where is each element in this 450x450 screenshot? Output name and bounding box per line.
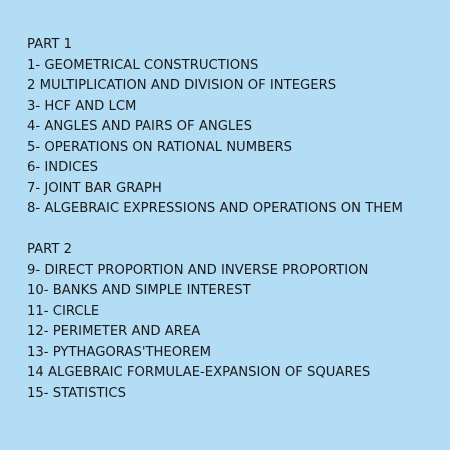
list-item: 2 MULTIPLICATION AND DIVISION OF INTEGERS <box>27 78 337 93</box>
list-item: 7- JOINT BAR GRAPH <box>27 180 162 196</box>
list-item: 12- PERIMETER AND AREA <box>27 324 201 339</box>
list-item: 15- STATISTICS <box>27 385 126 401</box>
list-item: 4- ANGLES AND PAIRS OF ANGLES <box>27 119 252 134</box>
part-1-title: PART 1 <box>27 37 72 52</box>
list-item: 5- OPERATIONS ON RATIONAL NUMBERS <box>27 139 293 155</box>
list-item: 8- ALGEBRAIC EXPRESSIONS AND OPERATIONS ON THEM <box>27 201 403 216</box>
list-item: 6- INDICES <box>27 160 99 175</box>
list-item: 3- HCF AND LCM <box>27 98 137 114</box>
part-2-title: PART 2 <box>27 242 72 257</box>
part-2-list <box>27 261 450 405</box>
part-1-list <box>27 56 450 220</box>
part-1-section <box>27 35 450 220</box>
part-2-section <box>27 240 450 404</box>
list-item: 11- CIRCLE <box>27 303 100 319</box>
list-item: 9- DIRECT PROPORTION AND INVERSE PROPORTION <box>27 262 369 278</box>
list-item: 10- BANKS AND SIMPLE INTEREST <box>27 283 251 298</box>
list-item: 13- PYTHAGORAS'THEOREM <box>27 344 212 360</box>
list-item: 1- GEOMETRICAL CONSTRUCTIONS <box>27 57 259 73</box>
list-item: 14 ALGEBRAIC FORMULAE-EXPANSION OF SQUARES <box>27 365 371 380</box>
